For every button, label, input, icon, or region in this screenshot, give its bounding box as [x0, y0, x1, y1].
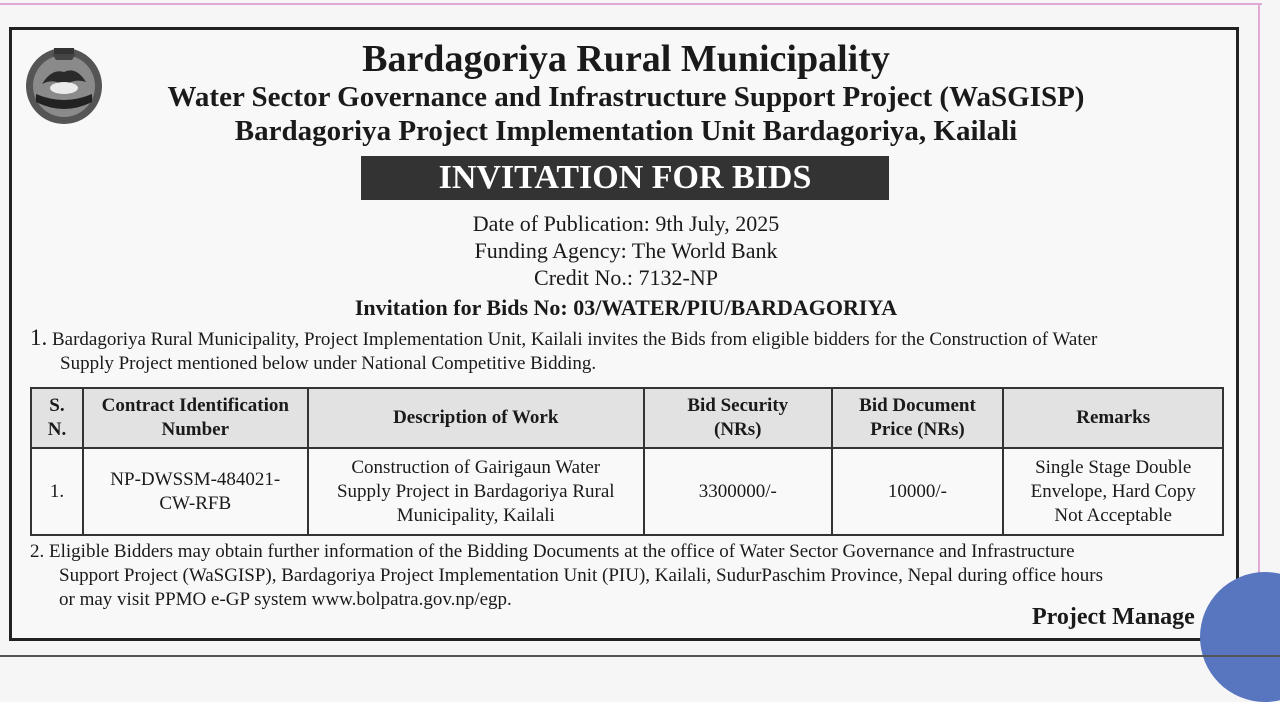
table-header-row — [31, 388, 1223, 448]
ifb-number: Invitation for Bids No: 03/WATER/PIU/BARDAGORIYA — [354, 295, 898, 320]
signature-project-manager: Project Manage — [1032, 604, 1195, 630]
cell-description: Construction of Gairigaun Water Supply Project in Bardagoriya Rural Municipality, Kailali — [308, 448, 644, 535]
header-sn: S. N. — [31, 388, 83, 448]
credit-number: Credit No.: 7132-NP — [534, 265, 718, 290]
paragraph-2-line-1: 2. Eligible Bidders may obtain further information of the Bidding Documents at the office of Water Sector Governance and Infrastructure — [30, 541, 1075, 562]
paragraph-2-line-3: or may visit PPMO e-GP system www.bolpatra.gov.np/egp. — [59, 589, 512, 610]
cell-bid-security: 3300000/- — [644, 448, 832, 535]
paragraph-1-line-2: Supply Project mentioned below under National Competitive Bidding. — [60, 353, 597, 374]
cell-sn: 1. — [31, 448, 83, 535]
publication-date: Date of Publication: 9th July, 2025 — [472, 211, 780, 236]
header-doc-price: Bid Document Price (NRs) — [832, 388, 1004, 448]
header-remarks: Remarks — [1003, 388, 1223, 448]
paragraph-2 — [30, 540, 1230, 612]
header-bid-security: Bid Security (NRs) — [644, 388, 832, 448]
invitation-banner: INVITATION FOR BIDS — [361, 156, 889, 200]
top-edge-line — [0, 3, 1262, 5]
paragraph-2-line-2: Support Project (WaSGISP), Bardagoriya Project Implementation Unit (PIU), Kailali, SudurPaschim Province, Nepal during office hours — [59, 565, 1103, 586]
paragraph-1-number: 1. — [30, 325, 48, 350]
cell-contract-id: NP-DWSSM-484021- CW-RFB — [83, 448, 308, 535]
header-description: Description of Work — [308, 388, 644, 448]
right-edge-line — [1258, 3, 1260, 573]
cell-doc-price: 10000/- — [832, 448, 1004, 535]
paragraph-1 — [30, 326, 1230, 376]
project-title: Water Sector Governance and Infrastructure Support Project (WaSGISP) — [167, 81, 1085, 113]
bids-table — [30, 387, 1224, 536]
table-row — [31, 448, 1223, 535]
municipality-title: Bardagoriya Rural Municipality — [362, 38, 890, 80]
header-contract-id: Contract Identification Number — [83, 388, 308, 448]
funding-agency: Funding Agency: The World Bank — [474, 238, 778, 263]
bottom-edge-line — [0, 655, 1280, 657]
cell-remarks: Single Stage Double Envelope, Hard Copy Not Acceptable — [1003, 448, 1223, 535]
paragraph-1-line-1: Bardagoriya Rural Municipality, Project Implementation Unit, Kailali invites the Bids from eligible bidders for the Construction of Water — [52, 329, 1098, 350]
unit-title: Bardagoriya Project Implementation Unit Bardagoriya, Kailali — [234, 115, 1018, 147]
